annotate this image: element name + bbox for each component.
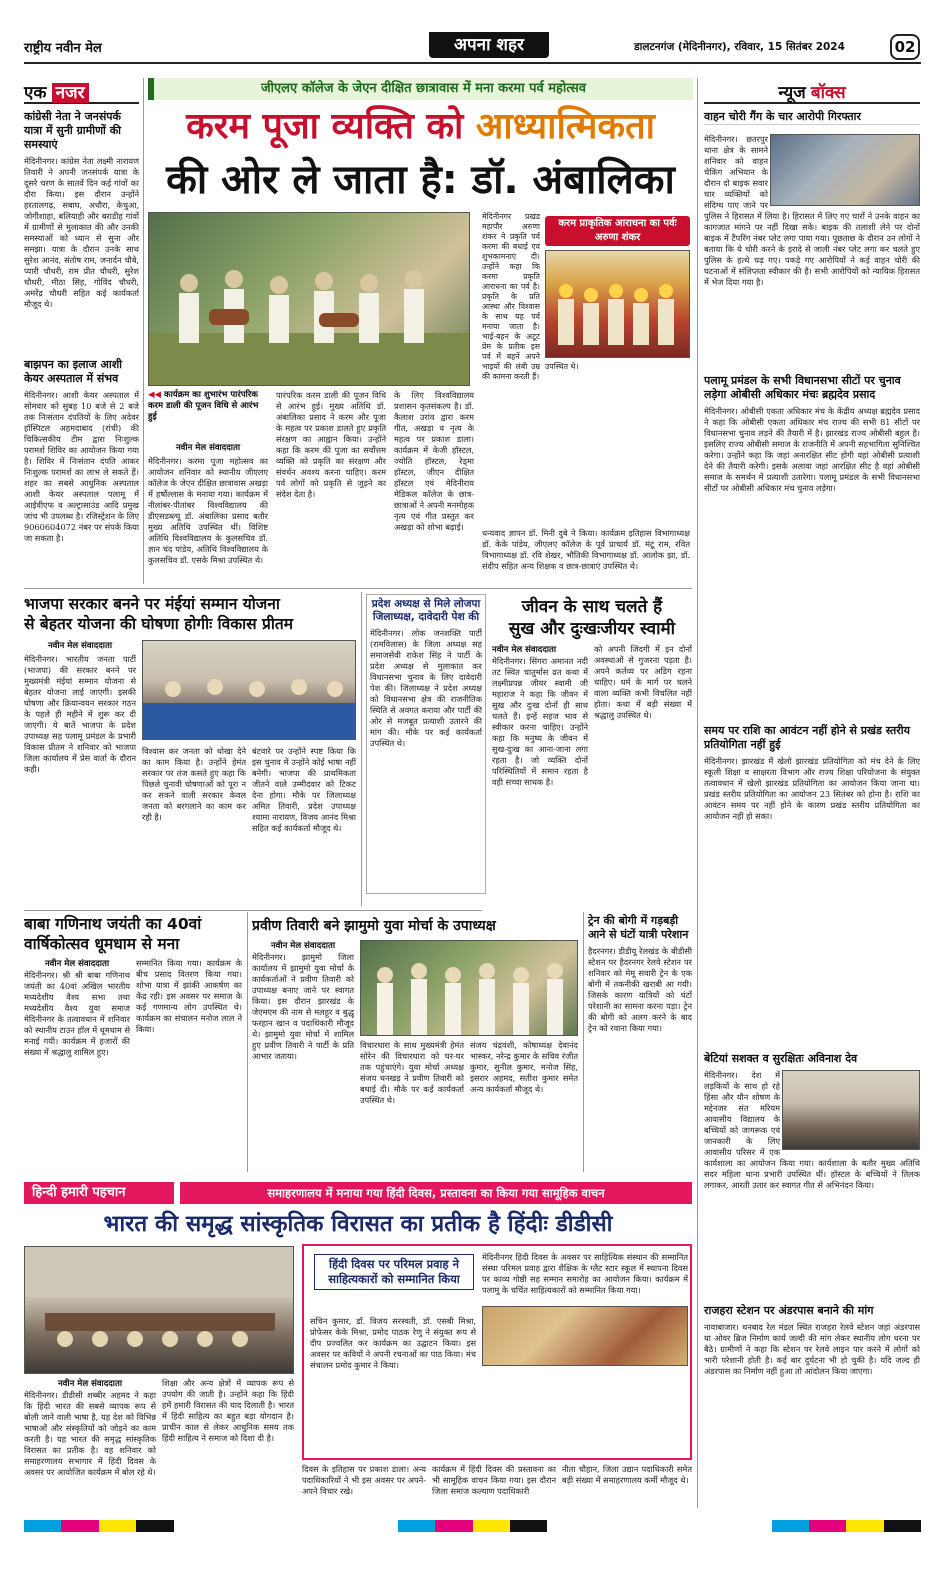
color-swatch xyxy=(99,1520,136,1532)
lead-bottom-text: धन्यवाद ज्ञापन डॉ. मिनी दुबे ने किया। कार्यक्रम इतिहास विभागाध्यक्ष डॉ. केके पांडेय, जीएलए कॉलेज के पूर्व प्राचार्य डॉ. मंटू राम, रवित विभागाध्यक्ष डॉ. रवि शेखर, भौतिकी विभागाध्यक्ष डॉ. आलोक झा, डॉ. संदीप सहित अन्य शिक्षक व छात्र-छात्राएं उपस्थित थे। xyxy=(482,528,690,571)
column-rule xyxy=(361,592,362,906)
hindi-headline: भारत की समृद्ध सांस्कृतिक विरासत का प्रतीक है हिंदीः डीडीसी xyxy=(103,1211,613,1237)
lead-photo xyxy=(148,212,470,386)
paper-logo: राष्ट्रीय नवीन मेल xyxy=(24,41,102,56)
ek-nazar-item1-head: कांग्रेसी नेता ने जनसंपर्क यात्रा में सुनी ग्रामीणों की समस्याएं xyxy=(24,110,122,151)
lead-body-col3: के लिए विश्वविद्यालय प्रशासन कृतसंकल्प है। डॉ. कैलाश उरांव द्वारा करम गीत, अखड़ा व नृत्य के महत्व पर प्रकाश डाला। कार्यक्रम में केजी हॉस्टल, ज्योति हॉस्टल, रेड्मा हॉस्टल, जीएन दीक्षित हॉस्टल एवं मेदिनीराय मेडिकल कॉलेज के छात्र-छात्राओं ने अपनी मनमोहक नृत्य एवं गीत प्रस्तुत कर अखड़ा को शोभा बढ़ाई। xyxy=(394,390,474,532)
parimal-box xyxy=(302,1244,692,1460)
section-rule xyxy=(24,910,482,911)
praveen-photo xyxy=(360,940,578,1036)
lead-photo-figures xyxy=(149,213,470,386)
color-swatch xyxy=(473,1520,510,1532)
news-s1-head: वाहन चोरी गैंग के चार आरोपी गिरफ्तार xyxy=(704,110,920,125)
bjp-body-col2: विश्वास कर जनता को धोखा देने का काम किया है। उन्होंने हेमंत सरकार पर तंज कसते हुए कहा कि पिछले चुनावी घोषणाओं को पूरा न कर सकने वाली सरकार केवल जनता को बरगलाने का काम कर रही है। xyxy=(142,746,246,822)
column-rule xyxy=(697,78,698,1508)
news-s2-body: मेदिनीनगर। ओबीसी एकता अधिकार मंच के केंद्रीय अध्यक्ष ब्रह्मदेव प्रसाद ने कहा कि ओबीसी एकता अधिकार मंच राज्य की सभी 81 सीटों पर विधानसभा चुनाव लड़ने की तैयारी में है। झारखंड राज्य ओबीसी बहुल है। इसलिए राज्य ओबीसी समाज के राजनीति में अपनी सहभागिता सुनिश्चित करेगा। उन्होंने कहा कि जहां अनारक्षित सीट होगी वहां ओबीसी प्रत्याशी देने की तैयारी करेगी। इसके अलावा जहां आरक्षित सीट है वहां ओबीसी समाज के समर्थन में प्रत्याशी उतारेगा। पलामू प्रमंडल के सभी विधानसभा सीटों पर ओबीसी अधिकार मंच चुनाव लड़ेगा। xyxy=(704,406,920,493)
praveen-headline: प्रवीण तिवारी बने झामुमो युवा मोर्चा के उपाध्यक्ष xyxy=(252,918,496,934)
news-box-label-b: बॉक्स xyxy=(810,83,846,103)
lead-headline-orange: आध्यात्मिकता xyxy=(475,106,655,147)
group-photo-figures xyxy=(361,941,578,1036)
ek-nazar-label-b: नजर xyxy=(52,83,89,103)
column-rule xyxy=(247,912,248,1172)
news-s1-float xyxy=(768,134,920,208)
dancers-figures xyxy=(546,251,690,358)
color-swatch xyxy=(435,1520,472,1532)
train-head: ट्रेन की बोगी में गड़बड़ी आने से घंटों यात्री परेशान xyxy=(588,914,689,941)
ek-nazar-label xyxy=(24,80,139,104)
hindi-body-col2: शिक्षा और अन्य क्षेत्रों में व्यापक रूप से उपयोग की जाती है। उन्होंने कहा कि हिंदी हमें हमारी विरासत की याद दिलाती है। भारत में हिंदी साहित्य का बहुत बड़ा योगदान है। प्राचीन काल से लेकर आधुनिक समय तक हिंदी साहित्य ने समाज को दिशा दी है। xyxy=(162,1378,294,1443)
lead-body-col1: मेदिनीनगर। करमा पूजा महोत्सव का आयोजन शनिवार को स्थानीय जीएलए कॉलेज के जेएन दीक्षित छात्रावास अखड़ा में हर्षोल्लास के मनाया गया। कार्यक्रम में नीलांबर-पीतांबर विश्वविद्यालय की डीएसडब्ल्यू डॉ. अंबालिका प्रसाद बतौर मुख्य अतिथि उपस्थित थीं। विशिष्ट अतिथि विश्वविद्यालय के कुलसचिव डॉ. ज्ञान चंद पांडेय, अतिथि विश्वविद्यालय के कुलसचिव डॉ. एसके मिश्रा उपस्थित थे। xyxy=(148,456,268,565)
sukh-body-col2: को अपनी जिंदगी में इन दोनों अवस्थाओं से गुजरना पड़ता है। अपने कर्तव्य पर अडिग रहना चाहिए। धर्म के मार्ग पर चलने वाला व्यक्ति कभी विचलित नहीं होता। कथा में बड़ी संख्या में श्रद्धालु उपस्थित थे। xyxy=(594,644,692,720)
color-swatch xyxy=(510,1520,547,1532)
news-s5-body: नावाबाजार। धनबाद रेल मंडल स्थित राजहरा रेलवे स्टेशन जहां अंडरपास या ओवर ब्रिज निर्माण कार्य जल्दी की मांग लेकर स्थानीय लोग धरना पर बैठे। ग्रामीणों ने कहा कि स्टेशन पर रेलवे लाइन पार करने में लोगों को भारी परेशानी होती है। कई बार दुर्घटना भी हो चुकी है। यदि जल्द ही अंडरपास का निर्माण नहीं हुआ तो आंदोलन किया जाएगा। xyxy=(704,1322,920,1376)
lead-body-col2: पारंपरिक करम डाली की पूजन विधि से आरंभ हुई। मुख्य अतिथि डॉ. अंबालिका प्रसाद ने करम और पूजा के महत्व पर प्रकाश डालते हुए प्रकृति संरक्षण का आह्वान किया। उन्होंने कहा कि करम की पूजा का सर्वोत्तम व्यक्ति को प्रकृति का संरक्षण और संवर्धन अवश्य करना चाहिए। करम पर्व लोगों को प्रकृति से जुड़ने का संदेश देता है। xyxy=(276,390,386,499)
color-swatch xyxy=(809,1520,846,1532)
news-s1-body xyxy=(704,134,920,368)
column-rule xyxy=(583,912,584,1172)
parimal-body2: सचिन कुमार, डॉ. विजय सरस्वती, डॉ. एसबी मिश्रा, प्रोफेसर केके मिश्रा, प्रमोद पाठक रेणु ने संयुक्त रूप से दीप प्रज्वलित कर कार्यक्रम का उद्घाटन किया। इस अवसर पर कवियों ने अपनी रचनाओं का पाठ किया। मंच संचालन प्रमोद कुमार ने किया। xyxy=(310,1316,476,1370)
news-s4-float xyxy=(780,1070,920,1152)
news-s4-body xyxy=(704,1070,920,1298)
hindi-photo xyxy=(24,1246,294,1374)
bjp-byline: नवीन मेल संवाददाता xyxy=(47,641,113,651)
press-conference-figures xyxy=(143,641,356,740)
sukh-byline: नवीन मेल संवाददाता xyxy=(492,645,557,655)
news-box-label-a: न्यूज xyxy=(778,83,806,103)
color-swatch xyxy=(136,1520,173,1532)
sukh-headline-line1: जीवन के साथ चलते हैं xyxy=(521,597,663,617)
sukh-headline-line2: सुख और दुःखःजीयर स्वामी xyxy=(508,619,676,639)
color-swatch xyxy=(61,1520,98,1532)
lead-side-text-left: मेदिनीनगर प्रखंड महापौर अरुणा शंकर ने प्रकृति पर्व करमा की बधाई एवं शुभकामनाएं दी। उन्होंने कहा कि करमा प्रकृति आराधना का पर्व है। प्रकृति के प्रति आस्था और विश्वास के साथ यह पर्व मनाया जाता है। भाई-बहन के अटूट प्रेम के प्रतीक इस पर्व में बहनें अपने भाइयों की लंबी उम्र की कामना करती हैं। xyxy=(482,212,540,381)
ek-nazar-item2-body: मेदिनीनगर। आशी केयर अस्पताल में सोमवार को सुबह 10 बजे से 2 बजे तक निःसंतान दंपतियों के लिए अदेवर हॉस्पिटल अहमदाबाद (रांची) की चिकित्सकीय टीम द्वारा निःशुल्क परामर्श शिविर का आयोजन किया गया है। शिविर में निःसंतान दंपति आकर निःशुल्क परामर्श का लाभ ले सकते हैं। शहर का सबसे आधुनिक अस्पताल आशी केयर अस्पताल पलामू में आईवीएफ व अल्ट्रासाउंड आदि प्रमुख जांच भी उपलब्ध है। रजिस्ट्रेशन के लिए 9060604072 नंबर पर संपर्क किया जा सकता है। xyxy=(24,390,139,543)
praveen-body-col1: मेदिनीनगर। झामुमो जिला कार्यालय में झामुमो युवा मोर्चा के कार्यकर्ताओं ने प्रवीण तिवारी को उपाध्यक्ष बनाए जाने पर स्वागत किया। इस दौरान झारखंड के जेएमएम की नाम से मलहूर व बुद्धू फरहान खान व पदाधिकारी मौजूद थे। झामुमो युवा मोर्चा में शामिल हुए प्रवीण तिवारी ने पार्टी के प्रति आभार जताया। xyxy=(252,952,354,1061)
color-swatch xyxy=(174,1520,398,1532)
color-swatch xyxy=(547,1520,771,1532)
lead-headline-line1 xyxy=(148,104,693,150)
ganinath-body-col1: मेदिनीनगर। श्री श्री बाबा गणिनाथ जयंती का 40वां अखिल भारतीय मध्यदेशीय वैश्य सभा तथा मध्यदेशीय वैश्य युवा समाज मेदिनीनगर के तत्वावधान में शनिवार को स्थानीय टाउन हॉल में धूमधाम से मनाई गयी। कार्यक्रम में हजारों की संख्या में श्रद्धालु शामिल हुए। xyxy=(24,970,130,1057)
bjp-headline-line2: से बेहतर योजना की घोषणा होगीः विकास प्रीतम xyxy=(24,615,293,633)
color-swatch xyxy=(398,1520,435,1532)
lead-headline-line2: की ओर ले जाता है: डॉ. अंबालिका xyxy=(166,157,675,203)
masthead xyxy=(24,34,921,68)
bjp-body-col3: बंटवारे पर उन्होंने स्पष्ट किया कि इस चुनाव में उन्होंने कोई भाषा नहीं बनेगी। भाजपा की प्राथमिकता जीतने वाले उम्मीदवार को टिकट देना होगा। मौके पर जिलाध्यक्ष अमित तिवारी, प्रदेश उपाध्यक्ष श्यामा नारायण, विजय आनंद मिश्रा सहित कई कार्यकर्ता मौजूद थे। xyxy=(252,746,356,833)
color-swatch xyxy=(846,1520,883,1532)
page-number: 02 xyxy=(890,34,920,60)
lojpa-head: प्रदेश अध्यक्ष से मिले लोजपा जिलाध्यक्ष, दावेदारी पेश की xyxy=(371,598,481,623)
ganinath-headline-line2: वार्षिकोत्सव धूमधाम से मना xyxy=(24,935,180,953)
section-rule xyxy=(24,588,692,589)
lead-side-text-right: उपस्थित थे। xyxy=(545,362,579,371)
ganinath-body-col2: सम्मानित किया गया। कार्यक्रम के बीच प्रसाद वितरण किया गया। शोभा यात्रा में झांकी आकर्षण का केंद्र रही। इस अवसर पर समाज के कई गणमान्य लोग उपस्थित थे। कार्यक्रम का संचालन मनोज लाल ने किया। xyxy=(136,958,242,1034)
bjp-body-col1: मेदिनीनगर। भारतीय जनता पार्टी (भाजपा) की सरकार बनने पर मुख्यमंत्री मंईयां सम्मान योजना से बेहतर योजना लाई जाएगी। इसकी घोषणा और क्रियान्वयन सरकार गठन के पहले ही महीने में शुरू कर दी जाएगी। ये बातें भाजपा के प्रदेश उपाध्यक्ष सह पलामू प्रमंडल के प्रभारी विकास प्रीतम ने शनिवार को भाजपा जिला कार्यालय में प्रेस वार्ता के दौरान कही। xyxy=(24,654,136,774)
bjp-photo xyxy=(142,640,356,740)
train-body: हैदरनगर। डीडीयू रेलखंड के बीडीसी स्टेशन पर हैदरनगर रेलवे स्टेशन पर शनिवार को मेमू सवारी ट्रेन के एक बोगी में तकनीकी खराबी आ गयी। जिसके कारण यात्रियों को घंटों परेशानी का सामना करना पड़ा। ट्रेन की बोगी को अलग करने के बाद ट्रेन को रवाना किया गया। xyxy=(588,946,692,1033)
hindi-label: हिन्दी हमारी पहचान xyxy=(24,1182,174,1204)
parimal-photo xyxy=(482,1306,688,1366)
lojpa-box xyxy=(366,594,486,894)
sukh-body-col1: मेदिनीनगर। सिंगरा अमानत नदी तट स्थित चातुर्मास व्रत कथा में लक्ष्मीप्रपन्न जीयर स्वामी जी महाराज ने कहा कि जीवन में सुख और दुःख दोनों ही साथ चलते हैं। इन्हें सहज भाव से स्वीकार करना चाहिए। उन्होंने कहा कि मनुष्य के जीवन में सुख-दुःख का आना-जाना लगा रहता है। जो व्यक्ति दोनों परिस्थितियों में समान रहता है वही सच्चा साधक है। xyxy=(492,656,588,787)
news-box-label xyxy=(704,80,920,104)
hindi-tail-col2: कार्यक्रम में हिंदी दिवस की प्रस्तावना का भी सामूहिक वाचन किया गया। इस दौरान जिला समाज कल्याण पदाधिकारी xyxy=(432,1464,556,1496)
lead-side-photo xyxy=(545,250,690,358)
lead-kicker: जीएलए कॉलेज के जेएन दीक्षित छात्रावास में मना करमा पर्व महोत्सव xyxy=(148,78,693,100)
news-s3-head: समय पर राशि का आवंटन नहीं होने से प्रखंड स्तरीय प्रतियोगिता नहीं हुई xyxy=(704,724,911,751)
bjp-headline-line1: भाजपा सरकार बनने पर मंईयां सम्मान योजना xyxy=(24,595,280,613)
lead-photo-caption-text: कार्यक्रम का शुभारंभ पारंपरिक करम डाली की पूजन विधि से आरंभ हुई xyxy=(148,390,259,422)
news-s1-body-text: मेदिनीनगर। छतरपुर थाना क्षेत्र के सामने शनिवार को वाहन चेकिंग अभियान के दौरान दो बाइक सवार चार व्यक्तियों को संदिग्ध पाए जाने पर पुलिस ने हिरासत में लिया है। हिरासत में लिए गए चारों ने उनके वाहन का कागजात मांगने पर नहीं दिखा सके। बाइक की तलाशी लेने पर दोनों बाइक में टैंपरिंग नंबर प्लेट लगा पाया गया। पूछताछ के दौरान उन लोगों ने बताया कि ये चोरी करने के इरादे से जाली नंबर प्लेट लगा कर चलते हुए पुलिस के हत्थे चढ़ गए। पकड़े गए आरोपियों ने कई वाहन चोरी की घटनाओं में संलिप्तता स्वीकार की है। सभी आरोपियों को न्यायिक हिरासत में भेज दिया गया है। xyxy=(704,134,920,287)
parimal-head: हिंदी दिवस पर परिमल प्रवाह ने साहित्यकारों को सम्मानित किया xyxy=(314,1254,474,1290)
ek-nazar-item1-body: मेदिनीनगर। कांग्रेस नेता लक्ष्मी नारायण तिवारी ने अपनी जनसंपर्क यात्रा के दूसरे चरण के सातवें दिन कई गांवों का दौरा किया। इस दौरान उन्होंने हरतालगढ़, सबाघ, अधौरा, केचुआ, जोगीशाहा, बलियाही और बराडीह गांवों में ग्रामीणों से मुलाकात की और उनकी समस्याओं को ध्यान से सुना और समझा। यात्रा के दौरान उनके साथ सुरेश आनंद, संतोष राम, जनार्दन चौबे, प्यारी चौधरी, राम प्रीत चौधरी, सुरेश चौधरी, मीठा सिंह, गोविंद चौधरी, अमरेंद्र चौधरी सहित कई कार्यकर्ता मौजूद थे। xyxy=(24,156,139,309)
news-s4-head: बेटियां सशक्त व सुरक्षितः अविनाश देव xyxy=(704,1052,858,1065)
lead-photo-caption xyxy=(148,390,268,438)
color-swatch xyxy=(884,1520,921,1532)
news-s3-body: मेदिनीनगर। झारखंड में खेलो झारखंड प्रतियोगिता को मंच देने के लिए स्कूली शिक्षा व साक्षरता विभाग और राज्य शिक्षा परियोजना के संयुक्त तत्वावधान में खेलो झारखंड प्रतियोगिता का आयोजन किया जाना था। प्रखंड स्तरीय प्रतियोगिता का आयोजन 23 सितंबर को होना है। राशि का आवंटन समय पर नहीं होने के कारण प्रखंड स्तरीय प्रतियोगिता का आयोजन नहीं हो सका। xyxy=(704,756,920,821)
hindi-kicker: समाहरणालय में मनाया गया हिंदी दिवस, प्रस्तावना का किया गया सामूहिक वाचन xyxy=(180,1182,692,1204)
column-rule xyxy=(143,78,144,584)
meeting-hall-figures xyxy=(25,1247,294,1374)
praveen-body-col3: संजय चंद्रवंशी, कोषाध्यक्ष देवानंद भास्कर, नरेन्द्र कुमार के सचिव रंजीत कुमार, सुनील कुमार, मनोज सिंह, इसरार अहमद, सतीश कुमार समेत अन्य कार्यकर्ता मौजूद थे। xyxy=(470,1040,578,1094)
ganinath-headline-line1: बाबा गणिनाथ जयंती का 40वां xyxy=(24,915,202,933)
hindi-tail-col1: दिवस के इतिहास पर प्रकाश डाला। अन्य पदाधिकारियों ने भी इस अवसर पर अपने-अपने विचार रखे। xyxy=(302,1464,426,1496)
news-s4-body-text: मेदिनीनगर। देश में लड़कियों के साथ हो रहे हिंसा और यौन शोषण के मद्देनजर संत मरियम आवासीय विद्यालय के बच्चियों को जागरूक एवं जानकारी के लिए आवासीय परिसर में एक कार्यशाला का आयोजन किया गया। कार्यशाला के बतौर मुख्य अतिथि सदर महिला थाना प्रभारी उपस्थित थीं। हॉस्टल के बच्चियों ने तिलक लगाकर, आरती उतार कर स्वागत गीत से अभिनंदन किया। xyxy=(704,1070,920,1190)
masthead-rule xyxy=(24,62,921,64)
lead-side-tag: करम प्राकृतिक आराधना का पर्वः अरुणा शंकर xyxy=(545,216,690,246)
hindi-body-col1: मेदिनीनगर। डीडीसी शब्बीर अहमद ने कहा कि हिंदी भारत की सबसे व्यापक रूप से बोली जाने वाली भाषा है, यह देश को विभिन्न भाषाओं और संस्कृतियों को जोड़ने का काम करती है। यह भारत की समृद्ध सांस्कृतिक विरासत का प्रतीक है। वह शनिवार को समाहरणालय सभागार में हिंदी दिवस के अवसर पर आयोजित कार्यक्रम में बोल रहे थे। xyxy=(24,1390,156,1477)
lojpa-body: मेदिनीनगर। लोक जनशक्ति पार्टी (रामविलास) के जिला अध्यक्ष सह समाजसेवी राकेश सिंह ने पार्टी के प्रदेश अध्यक्ष से मुलाकात कर विधानसभा चुनाव के लिए दावेदारी पेश की। जिलाध्यक्ष ने प्रदेश अध्यक्ष को विधानसभा क्षेत्र की राजनीतिक स्थिति से अवगत कराया और पार्टी की ओर से मजबूत प्रत्याशी उतारने की मांग की। मौके पर कई कार्यकर्ता उपस्थित थे। xyxy=(370,628,482,748)
hindi-byline: नवीन मेल संवाददाता xyxy=(57,1379,123,1389)
ek-nazar-item2-head: बाझपन का इलाज आशी केयर अस्पताल में संभव xyxy=(24,358,123,385)
color-swatch xyxy=(24,1520,61,1532)
ek-nazar-label-a: एक xyxy=(24,83,47,103)
print-registration-bar xyxy=(24,1520,921,1532)
lead-headline-red: करम पूजा व्यक्ति को xyxy=(186,106,464,147)
hindi-tail-col3: नीता चौहान, जिला उद्यान पदाधिकारी समेत बड़ी संख्या में समाहरणालय कर्मी मौजूद थे। xyxy=(562,1464,692,1485)
news-s5-head: राजहरा स्टेशन पर अंडरपास बनाने की मांग xyxy=(704,1304,874,1317)
praveen-body-col2: विचारधारा के साथ मुख्यमंत्री हेमंत सोरेन की विचारधारा को घर-घर तक पहुंचाएंगे। युवा मोर्चा अध्यक्ष संजय धनखड़ ने प्रवीण तिवारी को बधाई दी। मौके पर कई कार्यकर्ता उपस्थित थे। xyxy=(360,1040,464,1105)
news-s2-head: पलामू प्रमंडल के सभी विधानसभा सीटों पर चुनाव लड़ेगा ओबीसी अधिकार मंचः ब्रह्मदेव प्रसाद xyxy=(704,374,901,401)
dateline: डालटनगंज (मेदिनीनगर), रविवार, 15 सितंबर 2024 xyxy=(634,41,845,53)
lead-byline: नवीन मेल संवाददाता xyxy=(175,443,241,453)
parimal-body1: मेदिनीनगर हिंदी दिवस के अवसर पर साहित्यिक संस्थान की सम्मानित संस्था परिमल प्रवाह द्वारा शैक्षिक के ग्लैट स्टार स्कूल में स्थापना दिवस पर काव्य गोष्ठी सह सम्मान समारोह का आयोजन किया। कार्यक्रम में पलामू के चर्चित साहित्यकारों को सम्मानित किया गया। xyxy=(482,1252,688,1295)
color-swatch xyxy=(772,1520,809,1532)
praveen-byline: नवीन मेल संवाददाता xyxy=(270,941,336,951)
caption-arrow-icon: ◀◀ xyxy=(148,390,165,400)
section-title: अपना शहर xyxy=(429,32,549,58)
ganinath-byline: नवीन मेल संवाददाता xyxy=(44,959,110,969)
